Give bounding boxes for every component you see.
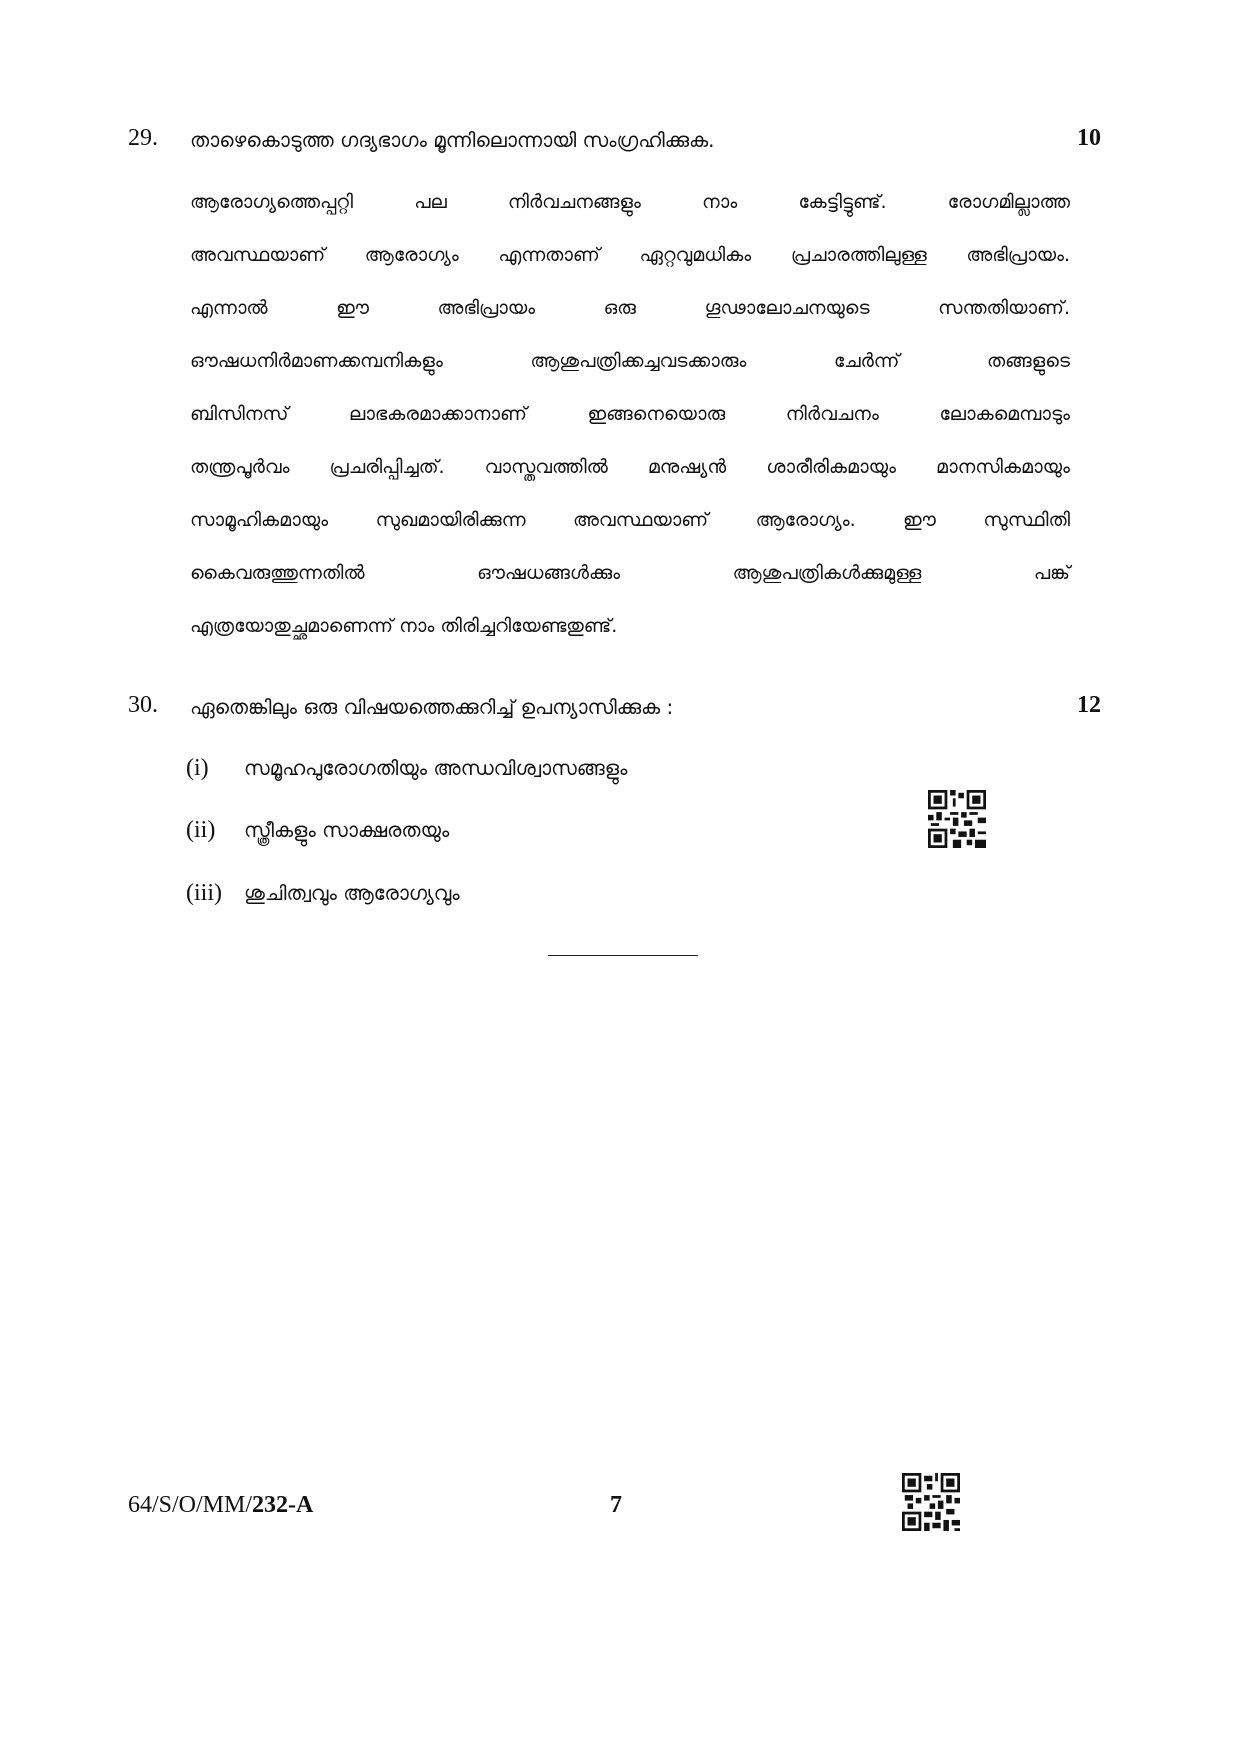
option-text: ശുചിത്വവും ആരോഗ്യവും — [244, 881, 460, 905]
essay-option — [186, 817, 449, 844]
passage-line: കൈവരുത്തുന്നതിൽ ഔഷധങ്ങൾക്കും ആശുപത്രികൾക്കുമുള്ള പങ്ക് — [190, 562, 1070, 584]
option-number: (i) — [186, 755, 209, 781]
question-29-passage — [190, 182, 1070, 659]
option-number: (ii) — [186, 817, 216, 843]
question-30-instruction: ഏതെങ്കിലും ഒരു വിഷയത്തെക്കുറിച്ച് ഉപന്യാസിക്കുക : — [190, 695, 674, 719]
question-29-number: 29. — [128, 125, 158, 151]
paper-code-suffix: 232-A — [252, 1492, 314, 1518]
question-30-marks: 12 — [1077, 692, 1101, 718]
option-number: (iii) — [186, 880, 222, 906]
question-29-marks: 10 — [1077, 125, 1101, 151]
passage-line: ആരോഗ്യത്തെപ്പറ്റി പല നിർവചനങ്ങളും നാം കേട്ടിട്ടുണ്ട്. രോഗമില്ലാത്ത — [190, 191, 1070, 213]
passage-line: എത്രയോതുച്ഛമാണെന്ന് നാം തിരിച്ചറിയേണ്ടതുണ്ട്. — [190, 615, 618, 637]
essay-option — [186, 880, 460, 907]
passage-line: ബിസിനസ് ലാഭകരമാക്കാനാണ് ഇങ്ങനെയൊരു നിർവചനം ലോകമെമ്പാടും — [190, 403, 1070, 425]
question-29-instruction: താഴെകൊടുത്ത ഗദ്യഭാഗം മൂന്നിലൊന്നായി സംഗ്രഹിക്കുക. — [190, 128, 715, 152]
passage-line: ഔഷധനിർമാണക്കമ്പനികളും ആശുപത്രിക്കച്ചവടക്കാരും ചേർന്ന് തങ്ങളുടെ — [190, 350, 1070, 372]
option-text: സമൂഹപുരോഗതിയും അന്ധവിശ്വാസങ്ങളും — [244, 756, 628, 780]
option-text: സ്ത്രീകളും സാക്ഷരതയും — [244, 818, 450, 842]
passage-line: സാമൂഹികമായും സുഖമായിരിക്കുന്ന അവസ്ഥയാണ് ആരോഗ്യം. ഈ സുസ്ഥിതി — [190, 509, 1070, 531]
passage-line: എന്നാൽ ഈ അഭിപ്രായം ഒരു ഗൂഢാലോചനയുടെ സന്തതിയാണ്. — [190, 297, 1070, 319]
passage-line: തന്ത്രപൂർവം പ്രചരിപ്പിച്ചത്. വാസ്തവത്തിൽ മനുഷ്യൻ ശാരീരികമായും മാനസികമായും — [190, 456, 1070, 478]
paper-code — [128, 1492, 313, 1519]
section-divider — [548, 955, 698, 956]
page-number: 7 — [610, 1492, 622, 1518]
question-30-number: 30. — [128, 692, 158, 718]
paper-code-prefix: 64/S/O/MM/ — [128, 1492, 253, 1518]
essay-option — [186, 755, 627, 782]
passage-line: അവസ്ഥയാണ് ആരോഗ്യം എന്നതാണ് ഏറ്റവുമധികം പ്രചാരത്തിലുള്ള അഭിപ്രായം. — [190, 244, 1070, 266]
footer-qr-code-icon — [902, 1473, 960, 1531]
qr-code-icon — [928, 790, 986, 848]
